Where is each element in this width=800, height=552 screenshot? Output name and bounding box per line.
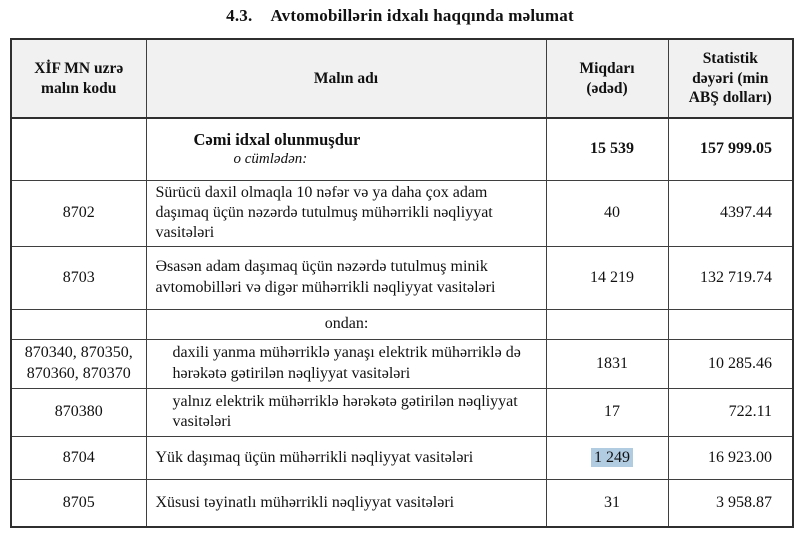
value-cell <box>668 309 793 339</box>
qty-cell <box>546 436 668 479</box>
qty-cell: 17 <box>546 388 668 436</box>
col-header-code: XİF MN uzrə malın kodu <box>11 39 146 118</box>
col-header-quantity: Miqdarı (ədəd) <box>546 39 668 118</box>
col-header-value: Statistik dəyəri (min ABŞ dolları) <box>668 39 793 118</box>
name-cell <box>146 118 546 180</box>
table-row <box>11 436 793 479</box>
name-cell: Yük daşımaq üçün mühərrikli nəqliyyat vasitələri <box>146 436 546 479</box>
value-cell: 132 719.74 <box>668 246 793 309</box>
table-header-row <box>11 39 793 118</box>
code-cell: 870340, 870350, 870360, 870370 <box>11 339 146 388</box>
code-cell <box>11 309 146 339</box>
name-cell: yalnız elektrik mühərriklə hərəkətə gətirilən nəqliyyat vasitələri <box>146 388 546 436</box>
value-cell: 4397.44 <box>668 180 793 246</box>
section-title: Avtomobillərin idxalı haqqında məlumat <box>270 6 574 25</box>
col-header-name: Malın adı <box>146 39 546 118</box>
qty-cell: 1831 <box>546 339 668 388</box>
qty-cell: 40 <box>546 180 668 246</box>
code-cell: 8702 <box>11 180 146 246</box>
table-row-subheader <box>11 309 793 339</box>
section-number: 4.3. <box>226 6 253 25</box>
table-row-total <box>11 118 793 180</box>
name-cell: daxili yanma mühərriklə yanaşı elektrik mühərriklə də hərəkətə gətirilən nəqliyyat vasitələri <box>146 339 546 388</box>
table-row <box>11 246 793 309</box>
name-cell: ondan: <box>146 309 546 339</box>
table-row <box>11 180 793 246</box>
table-row <box>11 388 793 436</box>
qty-cell: 31 <box>546 479 668 527</box>
selection-highlight: 1 249 <box>591 448 633 467</box>
total-label: Cəmi idxal olunmuşdur <box>193 130 361 150</box>
value-cell: 16 923.00 <box>668 436 793 479</box>
table-row <box>11 479 793 527</box>
name-cell: Sürücü daxil olmaqla 10 nəfər və ya daha çox adam daşımaq üçün nəzərdə tutulmuş mühərrikli nəqliyyat vasitələri <box>146 180 546 246</box>
value-cell: 3 958.87 <box>668 479 793 527</box>
qty-cell: 14 219 <box>546 246 668 309</box>
code-cell: 870380 <box>11 388 146 436</box>
code-cell <box>11 118 146 180</box>
value-cell: 157 999.05 <box>668 118 793 180</box>
qty-cell: 15 539 <box>546 118 668 180</box>
table-row <box>11 339 793 388</box>
code-cell: 8705 <box>11 479 146 527</box>
code-cell: 8704 <box>11 436 146 479</box>
name-cell: Əsasən adam daşımaq üçün nəzərdə tutulmuş minik avtomobilləri və digər mühərrikli nəqliyyat vasitələri <box>146 246 546 309</box>
code-cell: 8703 <box>11 246 146 309</box>
page-title <box>0 6 800 26</box>
qty-cell <box>546 309 668 339</box>
value-cell: 722.11 <box>668 388 793 436</box>
total-sublabel: o cümlədən: <box>233 151 308 168</box>
value-cell: 10 285.46 <box>668 339 793 388</box>
imports-table <box>10 38 794 528</box>
name-cell: Xüsusi təyinatlı mühərrikli nəqliyyat vasitələri <box>146 479 546 527</box>
